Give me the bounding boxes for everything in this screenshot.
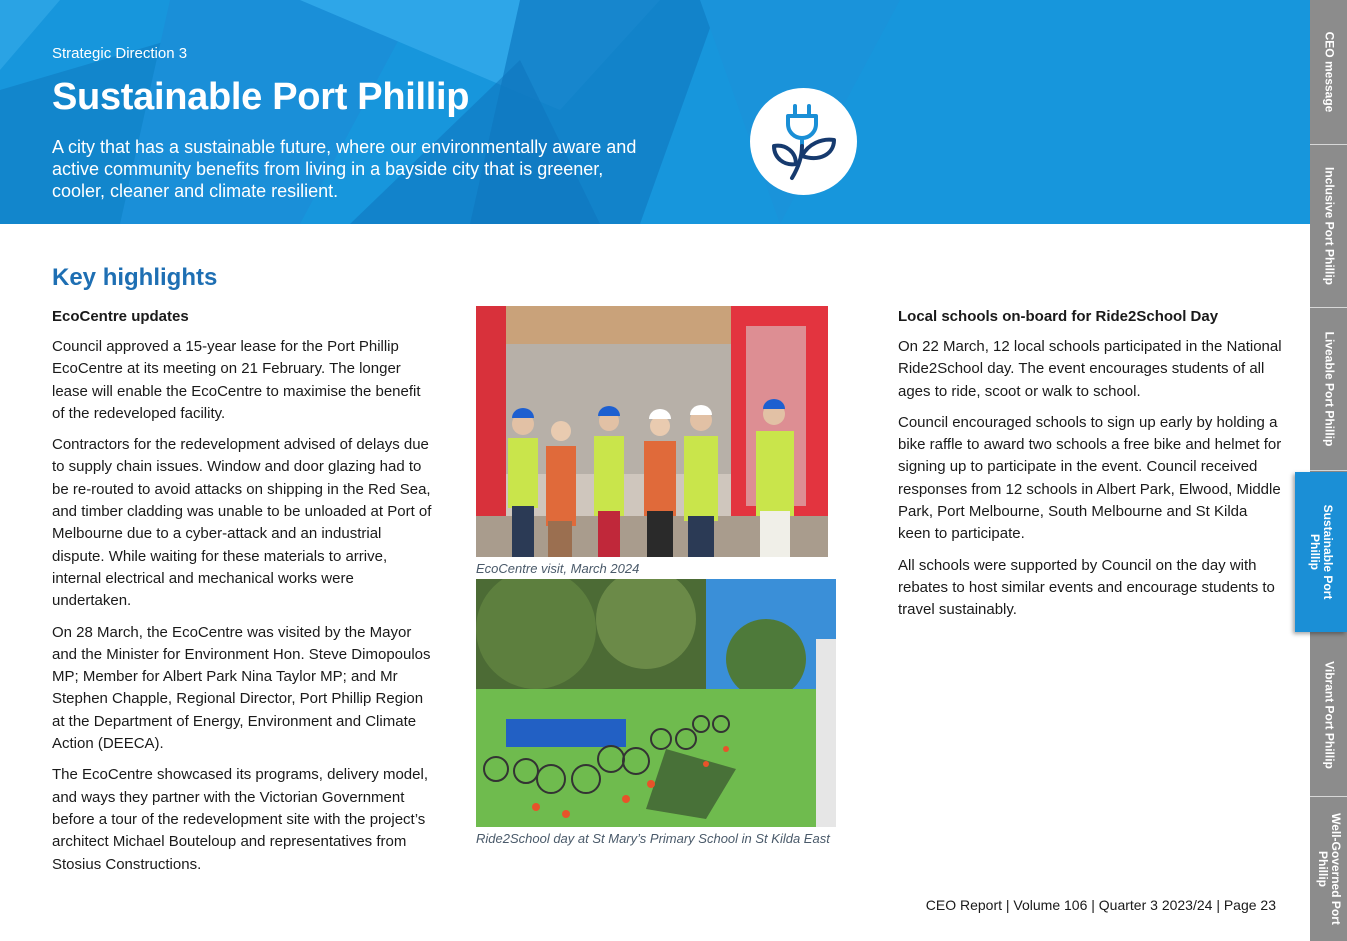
ecocentre-paragraph: The EcoCentre showcased its programs, delivery model, and ways they partner with the Victorian Government before a tour of the redevelopment site with the project’s architect Michael Bouteloup and representatives from Stosius Constructions. [52,766,428,873]
sustainability-emblem [750,88,857,195]
ecocentre-visit-photo [476,306,828,557]
header-banner [0,0,1310,224]
ride2school-section [898,307,1283,631]
tab-label: Liveable Port Phillip [1322,331,1336,447]
tab-label: Well-Governed Port Phillip [1315,813,1343,925]
ecocentre-heading: EcoCentre updates [52,308,189,325]
ride2school-paragraph: On 22 March, 12 local schools participated in the National Ride2School day. The event encourages students of all ages to ride, scoot or walk to school. [898,338,1282,400]
ecocentre-paragraph: Contractors for the redevelopment advised of delays due to supply chain issues. Window and door glazing had to be re-routed to avoid attacks on shipping in the Red Sea, and timber cladding was unable to be unloaded at Port of Melbourne due to a cyber-attack and an industrial dispute. While waiting for these materials to arrive, internal electrical and mechanical works were undertaken. [52,436,432,610]
section-tabs [1310,0,1347,941]
page-footer: CEO Report | Volume 106 | Quarter 3 2023/24 | Page 23 [925,897,1276,913]
tab-inclusive-port-phillip[interactable] [1310,145,1347,308]
ecocentre-section [52,307,437,885]
tab-ceo-message[interactable] [1310,0,1347,145]
tab-label: CEO message [1322,31,1336,113]
ecocentre-paragraph: On 28 March, the EcoCentre was visited by the Mayor and the Minister for Environment Hon. Steve Dimopoulos MP; Member for Albert Park Nina Taylor MP; and Mr Stephen Chapple, Regional Director, Port Phillip Region at the Department of Energy, Environment and Climate Action (DEECA). [52,623,431,753]
ride2school-photo-caption: Ride2School day at St Mary’s Primary School in St Kilda East [476,831,830,846]
tab-label: Vibrant Port Phillip [1322,661,1336,769]
ecocentre-paragraph: Council approved a 15-year lease for the Port Phillip EcoCentre at its meeting on 21 February. The longer lease will enable the EcoCentre to maximise the benefit of the redeveloped facility. [52,338,421,422]
page-subtitle: A city that has a sustainable future, where our environmentally aware and active community benefits from living in a bayside city that is greener, cooler, cleaner and climate resilient. [52,137,637,201]
ride2school-photo [476,579,836,827]
plug-leaf-icon [762,100,846,184]
tab-well-governed-port-phillip[interactable] [1310,797,1347,941]
tab-vibrant-port-phillip[interactable] [1310,634,1347,797]
tab-label: Inclusive Port Phillip [1322,166,1336,286]
ride2school-paragraph: All schools were supported by Council on the day with rebates to host similar events and encourage students to travel sustainably. [898,556,1275,619]
strategic-direction-kicker: Strategic Direction 3 [52,45,188,62]
tab-label: Sustainable Port Phillip [1308,504,1335,600]
tab-liveable-port-phillip[interactable] [1310,308,1347,471]
key-highlights-heading: Key highlights [52,264,218,291]
ride2school-heading: Local schools on-board for Ride2School Day [898,308,1219,325]
tab-sustainable-port-phillip[interactable] [1295,472,1347,632]
ecocentre-photo-caption: EcoCentre visit, March 2024 [476,561,640,576]
ride2school-paragraph: Council encouraged schools to sign up early by holding a bike raffle to award two schools a free bike and helmet for signing up to participate in the event. Council received responses from 12 schools in Albert Park, Elwood, Middle Park, Port Melbourne, South Melbourne and St Kilda keen to participate. [898,413,1282,543]
page-title: Sustainable Port Phillip [52,76,470,118]
